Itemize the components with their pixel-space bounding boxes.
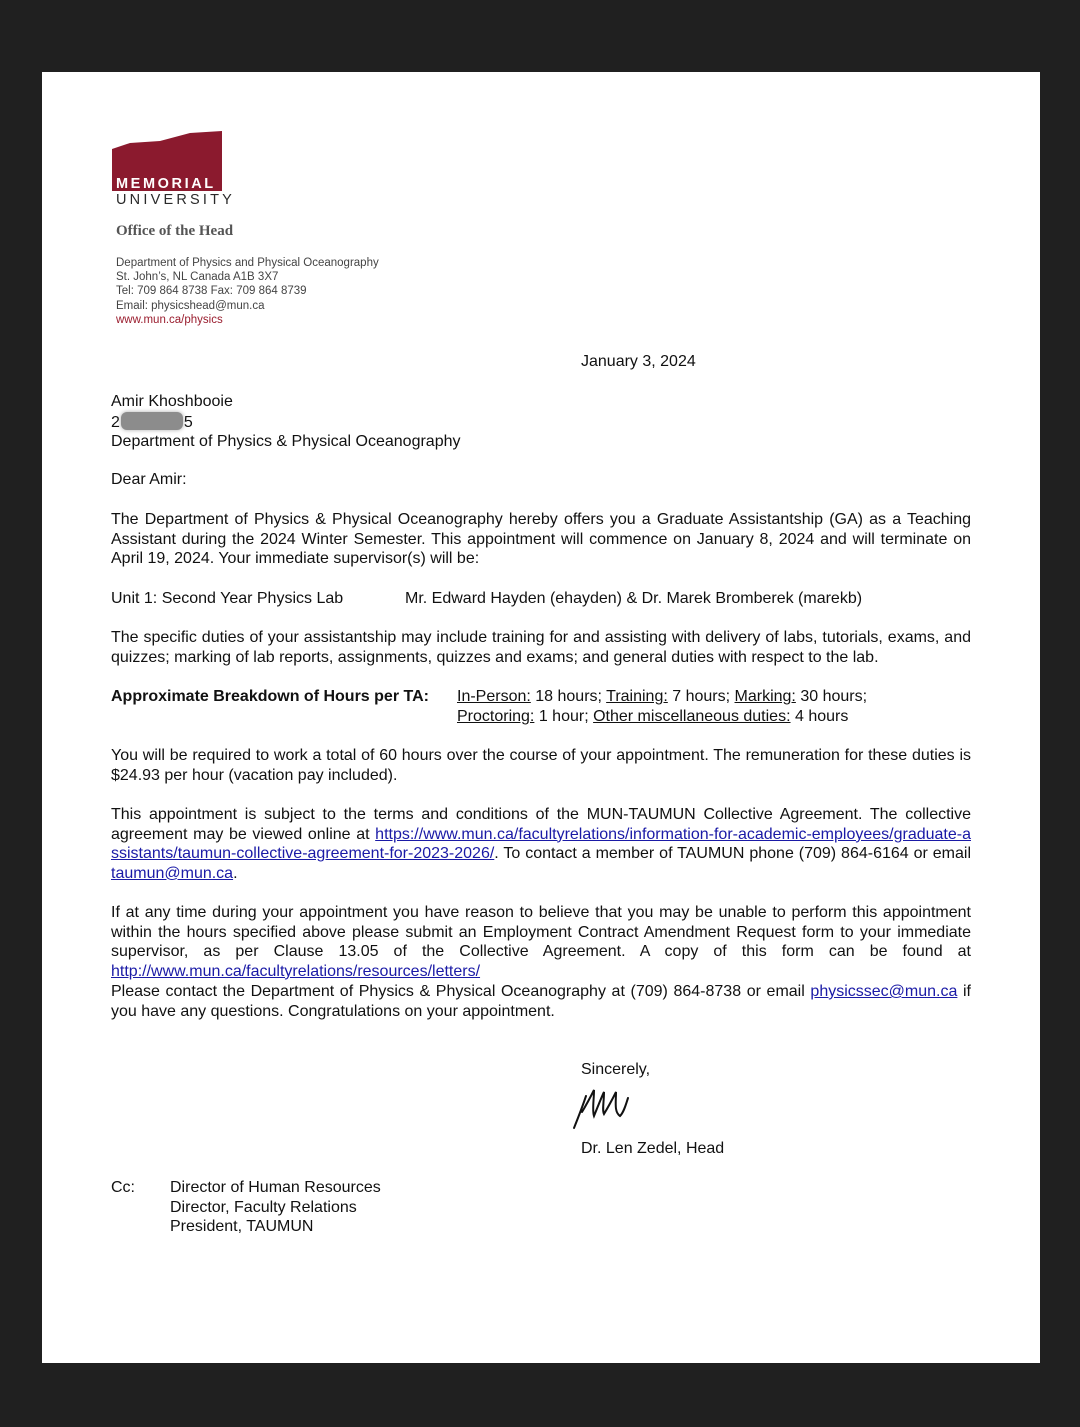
cc-recipient: Director, Faculty Relations [170, 1198, 357, 1216]
remuneration-paragraph: You will be required to work a total of 60 hours over the course of your appointment. The remuneration for these duties is $24.93 per hour (vacation pay included). [111, 747, 971, 784]
in-person-label: In-Person: [457, 688, 531, 705]
physicssec-email-link[interactable]: physicssec@mun.ca [810, 983, 958, 1000]
letter-date: January 3, 2024 [581, 353, 696, 370]
recipient-name: Amir Khoshbooie [111, 393, 233, 410]
marking-label: Marking: [734, 688, 796, 705]
salutation: Dear Amir: [111, 471, 187, 488]
redaction-mark [121, 412, 183, 430]
logo-word-memorial: MEMORIAL [116, 176, 216, 192]
offer-paragraph: The Department of Physics & Physical Oceanography hereby offers you a Graduate Assistantship (GA) as a Teaching Assistant during the 2024 Winter Semester. This appointment will commence on January 8, 2024 and will terminate on April 19, 2024. Your immediate supervisor(s) will be: [111, 511, 971, 568]
unit-supervisors: Mr. Edward Hayden (ehayden) & Dr. Marek Bromberek (marekb) [405, 590, 863, 607]
letterhead-url[interactable]: www.mun.ca/physics [116, 313, 223, 326]
proctoring-label: Proctoring: [457, 708, 535, 725]
other-duties-label: Other miscellaneous duties: [593, 708, 791, 725]
recipient-id-suffix: 5 [183, 413, 193, 431]
hours-line-2 [457, 707, 848, 727]
university-logo [110, 129, 236, 209]
other-duties-value: 4 hours [794, 708, 849, 725]
paragraph-end: . [233, 864, 238, 882]
recipient-block [111, 392, 461, 452]
letterhead-city: St. John’s, NL Canada A1B 3X7 [116, 271, 279, 284]
in-person-value: 18 hours; [535, 688, 602, 705]
proctoring-value: 1 hour; [538, 708, 589, 725]
taumun-email-link[interactable]: taumun@mun.ca [111, 864, 234, 882]
letter-page [42, 72, 1040, 1363]
training-label: Training: [606, 688, 668, 705]
cc-label: Cc: [111, 1179, 135, 1196]
hours-heading: Approximate Breakdown of Hours per TA: [111, 688, 429, 705]
unit-label: Unit 1: Second Year Physics Lab [111, 590, 344, 607]
agreement-text: This appointment is subject to the terms and conditions of the MUN-TAUMUN Collective Agreement. The collective agreement may be viewed online at [111, 806, 971, 843]
congratulations-text: if you have any questions. Congratulations on your appointment. [111, 983, 972, 1020]
letterhead-address [116, 256, 379, 327]
logo-word-university: UNIVERSITY [116, 192, 236, 208]
recipient-dept: Department of Physics & Physical Oceanography [111, 433, 461, 451]
sincerely: Sincerely, [581, 1061, 651, 1078]
recipient-id [111, 412, 461, 433]
letterhead-phone: Tel: 709 864 8738 Fax: 709 864 8739 [116, 285, 307, 298]
training-value: 7 hours; [672, 688, 731, 705]
signer-name: Dr. Len Zedel, Head [581, 1140, 725, 1157]
letterhead-email: Email: physicshead@mun.ca [116, 299, 265, 312]
cc-list [170, 1178, 381, 1237]
collective-agreement-paragraph [111, 805, 971, 883]
hours-line-1 [457, 687, 867, 707]
letterhead-dept: Department of Physics and Physical Oceanography [116, 257, 379, 269]
taumun-contact-text: . To contact a member of TAUMUN phone (709) 864-6164 or email [494, 845, 971, 863]
letters-link[interactable]: http://www.mun.ca/facultyrelations/resources/letters/ [111, 962, 481, 980]
agreement-link[interactable]: https://www.mun.ca/facultyrelations/information-for-academic-employees/graduate-assistants/taumun-collective-agreement-for-2023-2026/ [111, 825, 971, 863]
duties-paragraph: The specific duties of your assistantship may include training for and assisting with delivery of labs, tutorials, exams, and quizzes; marking of lab reports, assignments, quizzes and exams; and general duties with respect to the lab. [111, 629, 971, 666]
marking-value: 30 hours; [800, 688, 868, 705]
amendment-text: If at any time during your appointment you have reason to believe that you may be unable to perform this appointment within the hours specified above please submit an Employment Contract Amendment Request form to your immediate supervisor, as per Clause 13.05 of the Collective Agreement. A copy of this form can be found at [111, 904, 971, 961]
cc-recipient: Director of Human Resources [170, 1179, 381, 1196]
cc-recipient: President, TAUMUN [170, 1218, 314, 1236]
recipient-id-prefix: 2 [111, 413, 120, 431]
contact-paragraph [111, 982, 971, 1021]
amendment-paragraph [111, 903, 971, 981]
signature-image [568, 1082, 648, 1132]
office-title: Office of the Head [116, 223, 234, 239]
contact-text: Please contact the Department of Physics & Physical Oceanography at (709) 864-8738 or email [111, 983, 811, 1000]
